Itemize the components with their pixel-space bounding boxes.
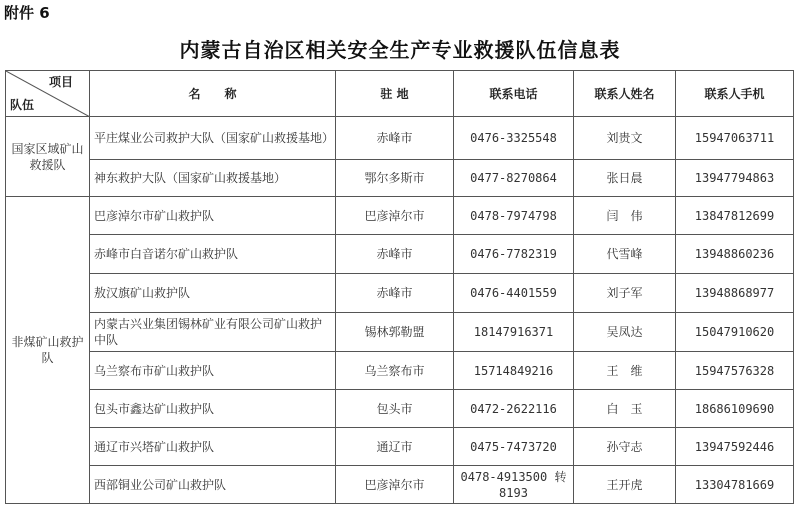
contact-mobile: 18686109690 (676, 390, 794, 428)
team-phone: 0478-4913500 转 8193 (454, 466, 574, 504)
team-name: 包头市鑫达矿山救护队 (90, 390, 336, 428)
corner-header (6, 71, 90, 117)
header-mobile: 联系人手机 (676, 71, 794, 117)
contact-name: 王 维 (574, 352, 676, 390)
contact-name: 王开虎 (574, 466, 676, 504)
contact-mobile: 15947063711 (676, 117, 794, 160)
contact-name: 白 玉 (574, 390, 676, 428)
team-location: 赤峰市 (336, 117, 454, 160)
contact-mobile: 13947794863 (676, 160, 794, 197)
team-location: 赤峰市 (336, 274, 454, 313)
header-row (6, 71, 794, 117)
contact-mobile: 13948860236 (676, 235, 794, 274)
team-phone: 15714849216 (454, 352, 574, 390)
contact-name: 孙守志 (574, 428, 676, 466)
header-phone: 联系电话 (454, 71, 574, 117)
table-row (6, 390, 794, 428)
team-category: 非煤矿山救护队 (6, 197, 90, 504)
contact-mobile: 13948868977 (676, 274, 794, 313)
table-row (6, 428, 794, 466)
team-phone: 0478-7974798 (454, 197, 574, 235)
team-location: 赤峰市 (336, 235, 454, 274)
team-name: 内蒙古兴业集团锡林矿业有限公司矿山救护中队 (90, 313, 336, 352)
table-row (6, 313, 794, 352)
team-location: 锡林郭勒盟 (336, 313, 454, 352)
team-phone: 0476-7782319 (454, 235, 574, 274)
team-phone: 0477-8270864 (454, 160, 574, 197)
rescue-team-table (5, 70, 794, 504)
team-name: 敖汉旗矿山救护队 (90, 274, 336, 313)
team-name: 西部铜业公司矿山救护队 (90, 466, 336, 504)
team-location: 包头市 (336, 390, 454, 428)
contact-name: 闫 伟 (574, 197, 676, 235)
team-location: 鄂尔多斯市 (336, 160, 454, 197)
page-title: 内蒙古自治区相关安全生产专业救援队伍信息表 (179, 38, 621, 62)
team-phone: 0475-7473720 (454, 428, 574, 466)
team-location: 乌兰察布市 (336, 352, 454, 390)
team-name: 赤峰市白音诺尔矿山救护队 (90, 235, 336, 274)
table-row (6, 197, 794, 235)
team-phone: 0476-4401559 (454, 274, 574, 313)
team-name: 神东救护大队（国家矿山救援基地） (90, 160, 336, 197)
contact-name: 刘子军 (574, 274, 676, 313)
table-row (6, 352, 794, 390)
table-row (6, 466, 794, 504)
team-phone: 0472-2622116 (454, 390, 574, 428)
contact-name: 刘贵文 (574, 117, 676, 160)
contact-mobile: 15947576328 (676, 352, 794, 390)
team-location: 巴彦淖尔市 (336, 197, 454, 235)
contact-name: 吴凤达 (574, 313, 676, 352)
team-phone: 0476-3325548 (454, 117, 574, 160)
contact-name: 张日晨 (574, 160, 676, 197)
team-category: 国家区域矿山救援队 (6, 117, 90, 197)
contact-mobile: 15047910620 (676, 313, 794, 352)
table-row (6, 274, 794, 313)
table-row (6, 160, 794, 197)
team-name: 通辽市兴塔矿山救护队 (90, 428, 336, 466)
team-name: 巴彦淖尔市矿山救护队 (90, 197, 336, 235)
contact-name: 代雪峰 (574, 235, 676, 274)
attachment-label: 附件 6 (4, 4, 50, 22)
table-row (6, 117, 794, 160)
team-location: 通辽市 (336, 428, 454, 466)
corner-header-item: 项目 (48, 75, 73, 89)
table-row (6, 235, 794, 274)
header-contact: 联系人姓名 (574, 71, 676, 117)
corner-header-team: 队伍 (10, 98, 35, 112)
header-name: 名 称 (90, 71, 336, 117)
team-name: 平庄煤业公司救护大队（国家矿山救援基地） (90, 117, 336, 160)
contact-mobile: 13304781669 (676, 466, 794, 504)
contact-mobile: 13947592446 (676, 428, 794, 466)
header-location: 驻 地 (336, 71, 454, 117)
contact-mobile: 13847812699 (676, 197, 794, 235)
team-location: 巴彦淖尔市 (336, 466, 454, 504)
team-phone: 18147916371 (454, 313, 574, 352)
team-name: 乌兰察布市矿山救护队 (90, 352, 336, 390)
